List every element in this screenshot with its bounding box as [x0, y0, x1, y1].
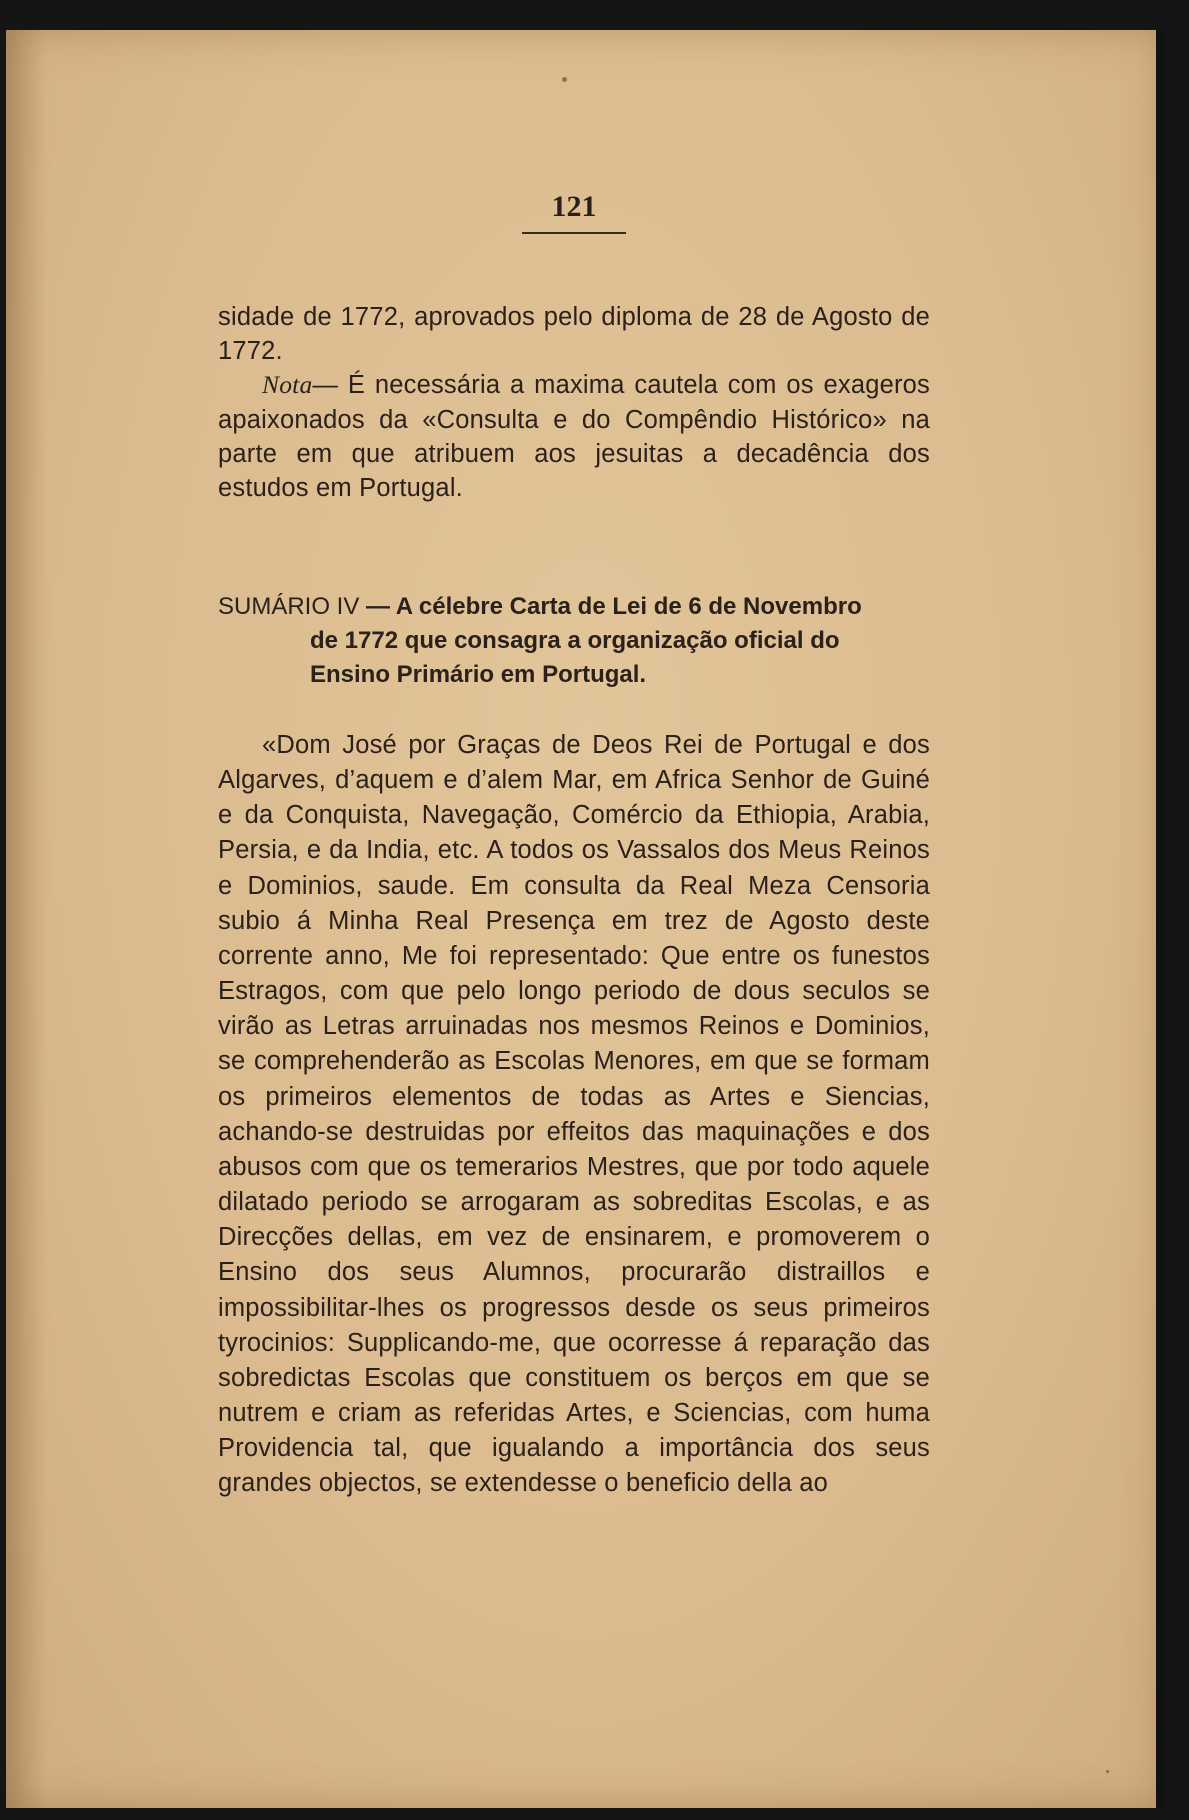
summary-block — [218, 590, 932, 692]
decree-text-block — [218, 728, 930, 1501]
note-paragraph — [218, 368, 930, 505]
summary-line-2: de 1772 que consagra a organização oficial do — [310, 627, 840, 654]
summary-line-1: — A célebre Carta de Lei de 6 de Novembro — [359, 593, 862, 620]
summary-heading: SUMÁRIO IV — [218, 593, 360, 620]
paper-speck — [562, 77, 567, 82]
note-text: — É necessária a maxima cautela com os exageros apaixonados da «Consulta e do Compêndio Histórico» na parte em que atribuem aos jesuitas a decadência dos estudos em Portugal. — [218, 371, 930, 503]
paper-speck — [1106, 1770, 1109, 1773]
summary-line-3: Ensino Primário em Portugal. — [310, 661, 647, 688]
page-gutter-shadow — [6, 30, 46, 1808]
page-number-rule — [522, 232, 626, 234]
page-number: 121 — [551, 190, 597, 223]
decree-paragraph: «Dom José por Graças de Deos Rei de Portugal e dos Algarves, d’aquem e d’alem Mar, em Africa Senhor de Guiné e da Conquista, Navegação, Comércio da Ethiopia, Arabia, Persia, e da India, etc. A todos os Vassalos dos Meus Reinos e Dominios, saude. Em consulta da Real Meza Censoria subio á Minha Real Presença em trez de Agosto deste corrente anno, Me foi representado: Que entre os funestos Estragos, com que pelo longo periodo de dous seculos se virão as Letras arruinadas nos mesmos Reinos e Dominios, se comprehenderão as Escolas Menores, em que se formam os primeiros elementos de todas as Artes e Siencias, achando-se destruidas por effeitos das maquinações e dos abusos com que os temerarios Mestres, que por todo aquele dilatado periodo se arrogaram as sobreditas Escolas, e as Direcções dellas, em vez de ensinarem, e promoverem o Ensino dos seus Alumnos, procurarão distraillos e impossibilitar-lhes os progressos desde os seus primeiros tyrocinios: Supplicando-me, que ocorresse á reparação das sobredictas Escolas que constituem os berços em que se nutrem e criam as referidas Artes, e Sciencias, com huma Providencia tal, que igualando a importância dos seus grandes objectos, se extendesse o beneficio della ao — [218, 731, 930, 1498]
continued-paragraph: sidade de 1772, aprovados pelo diploma de 28 de Agosto de 1772. — [218, 303, 930, 366]
note-label: Nota — [262, 370, 313, 400]
page-right-edge — [1156, 30, 1164, 1808]
body-text-top — [218, 300, 930, 505]
